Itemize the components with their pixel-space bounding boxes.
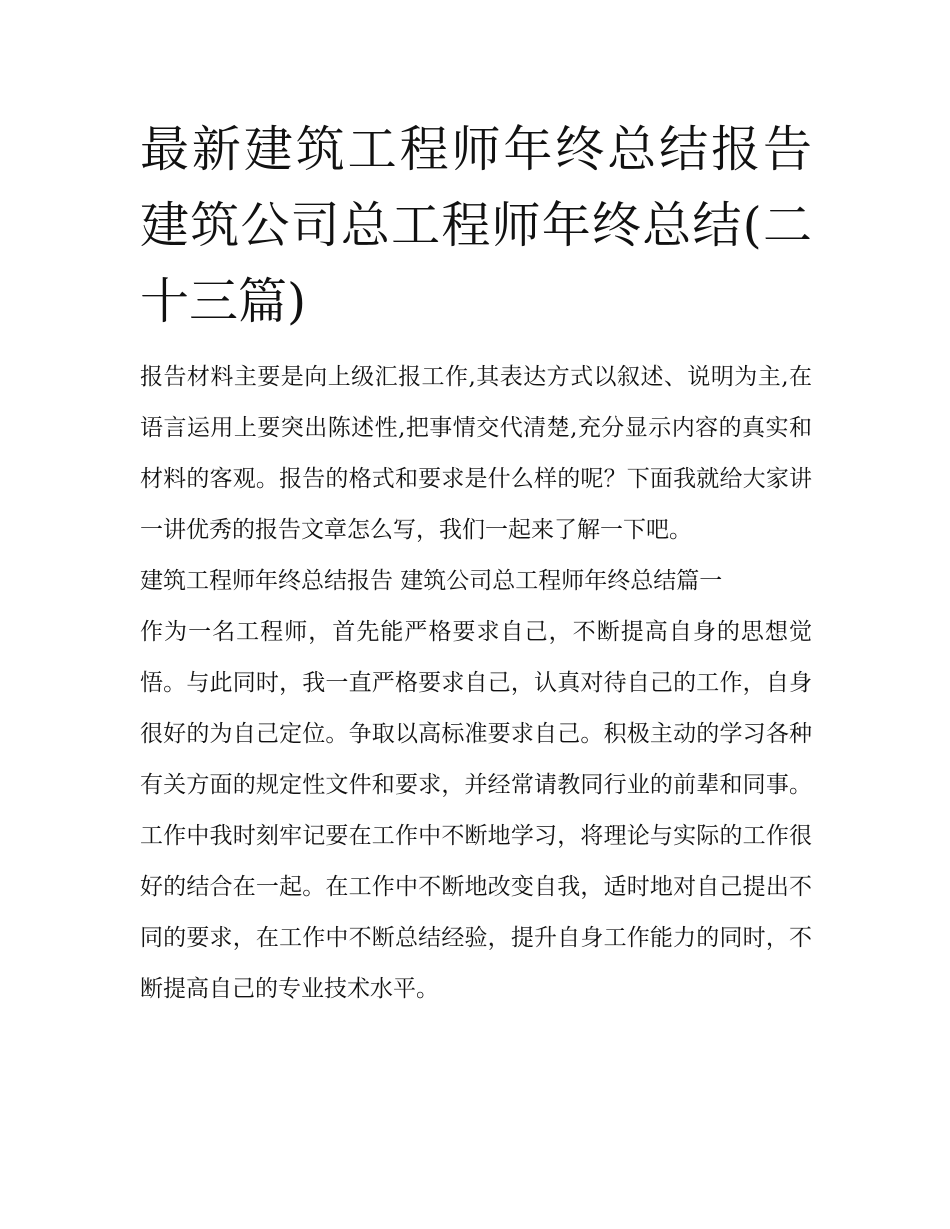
body-paragraph: 作为一名工程师，首先能严格要求自己，不断提高自身的思想觉悟。与此同时，我一直严格要求自己，认真对待自己的工作，自身很好的为自己定位。争取以高标准要求自己。积极主动的学习各种有关方面的规定性文件和要求，并经常请教同行业的前辈和同事。工作中我时刻牢记要在工作中不断地学习，将理论与实际的工作很好的结合在一起。在工作中不断地改变自我，适时地对自己提出不同的要求，在工作中不断总结经验，提升自身工作能力的同时，不断提高自己的专业技术水平。 [140,619,812,1002]
intro-paragraph: 报告材料主要是向上级汇报工作,其表达方式以叙述、说明为主,在语言运用上要突出陈述性,把事情交代清楚,充分显示内容的真实和材料的客观。报告的格式和要求是什么样的呢？下面我就给大家讲一讲优秀的报告文章怎么写，我们一起来了解一下吧。 [140,364,812,543]
document-page [140,112,812,1015]
document-title: 最新建筑工程师年终总结报告 建筑公司总工程师年终总结(二十三篇) [140,121,812,330]
section-heading: 建筑工程师年终总结报告 建筑公司总工程师年终总结篇一 [140,568,723,594]
